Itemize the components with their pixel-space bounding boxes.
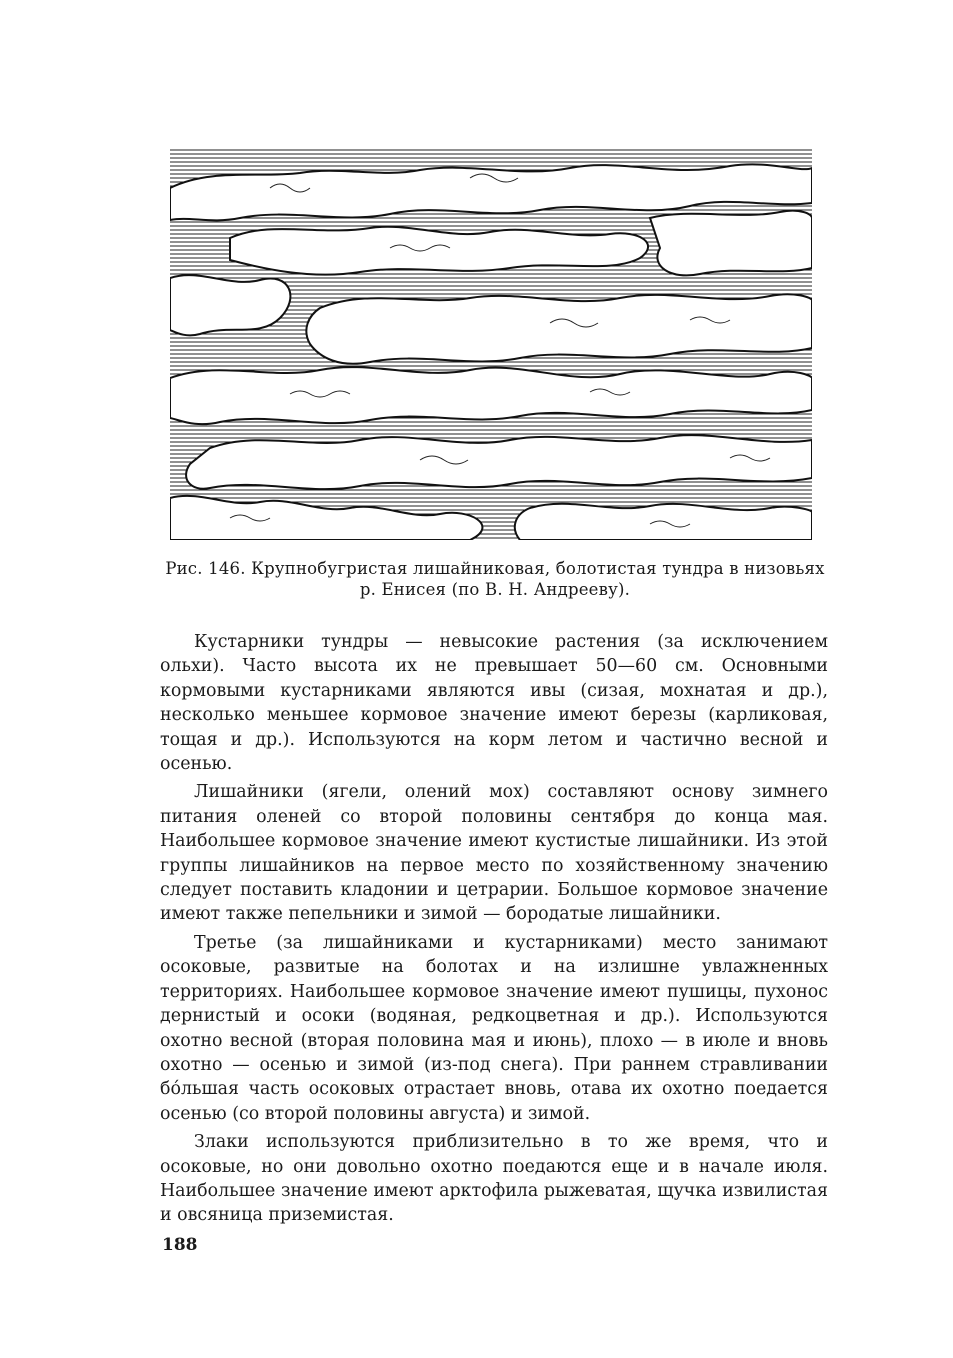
- tundra-illustration: [170, 148, 812, 540]
- paragraph-sedges: Третье (за лишайниками и кустарниками) место занимают осоковые, развитые на болотах и на излишне увлажненных территориях. Наибольшее кормовое значение имеют пушицы, пухонос дернистый и осоки (водяная, редкоцветная и др.). Используются охотно весной (вторая половина мая и июнь), плохо — в июле и вновь охотно — осенью и зимой (из-под снега). При раннем стравливании бо́льшая часть осоковых отрастает вновь, отава их охотно поедается осенью (со второй половины августа) и зимой.: [160, 932, 828, 1124]
- caption-line-1: Рис. 146. Крупнобугристая лишайниковая, болотистая тундра в низовьях: [165, 559, 825, 578]
- caption-line-2: р. Енисея (по В. Н. Андрееву).: [359, 580, 631, 599]
- figure-caption: [160, 558, 830, 600]
- paragraph-grasses: Злаки используются приблизительно в то же время, что и осоковые, но они довольно охотно поедаются еще и в начале июля. Наибольшее значение имеют арктофила рыжеватая, щучка извилистая и овсяница приземистая.: [160, 1132, 828, 1226]
- paragraph-shrubs: Кустарники тундры — невысокие растения (за исключением ольхи). Часто высота их не превышает 50—60 см. Основными кормовыми кустарниками являются ивы (сизая, мохнатая и др.), несколько меньшее кормовое значение имеют березы (карликовая, тощая и др.). Используются на корм летом и частично весной и осенью.: [160, 632, 828, 775]
- body-text: [160, 630, 828, 1232]
- paragraph-lichens: Лишайники (ягели, олений мох) составляют основу зимнего питания оленей со второй половины сентября до конца мая. Наибольшее кормовое значение имеют кустистые лишайники. Из этой группы лишайников на первое место по хозяйственному значению следует поставить кладонии и цетрарии. Большое кормовое значение имеют также пепельники и зимой — бородатые лишайники.: [160, 782, 828, 925]
- page-number: 188: [162, 1235, 198, 1255]
